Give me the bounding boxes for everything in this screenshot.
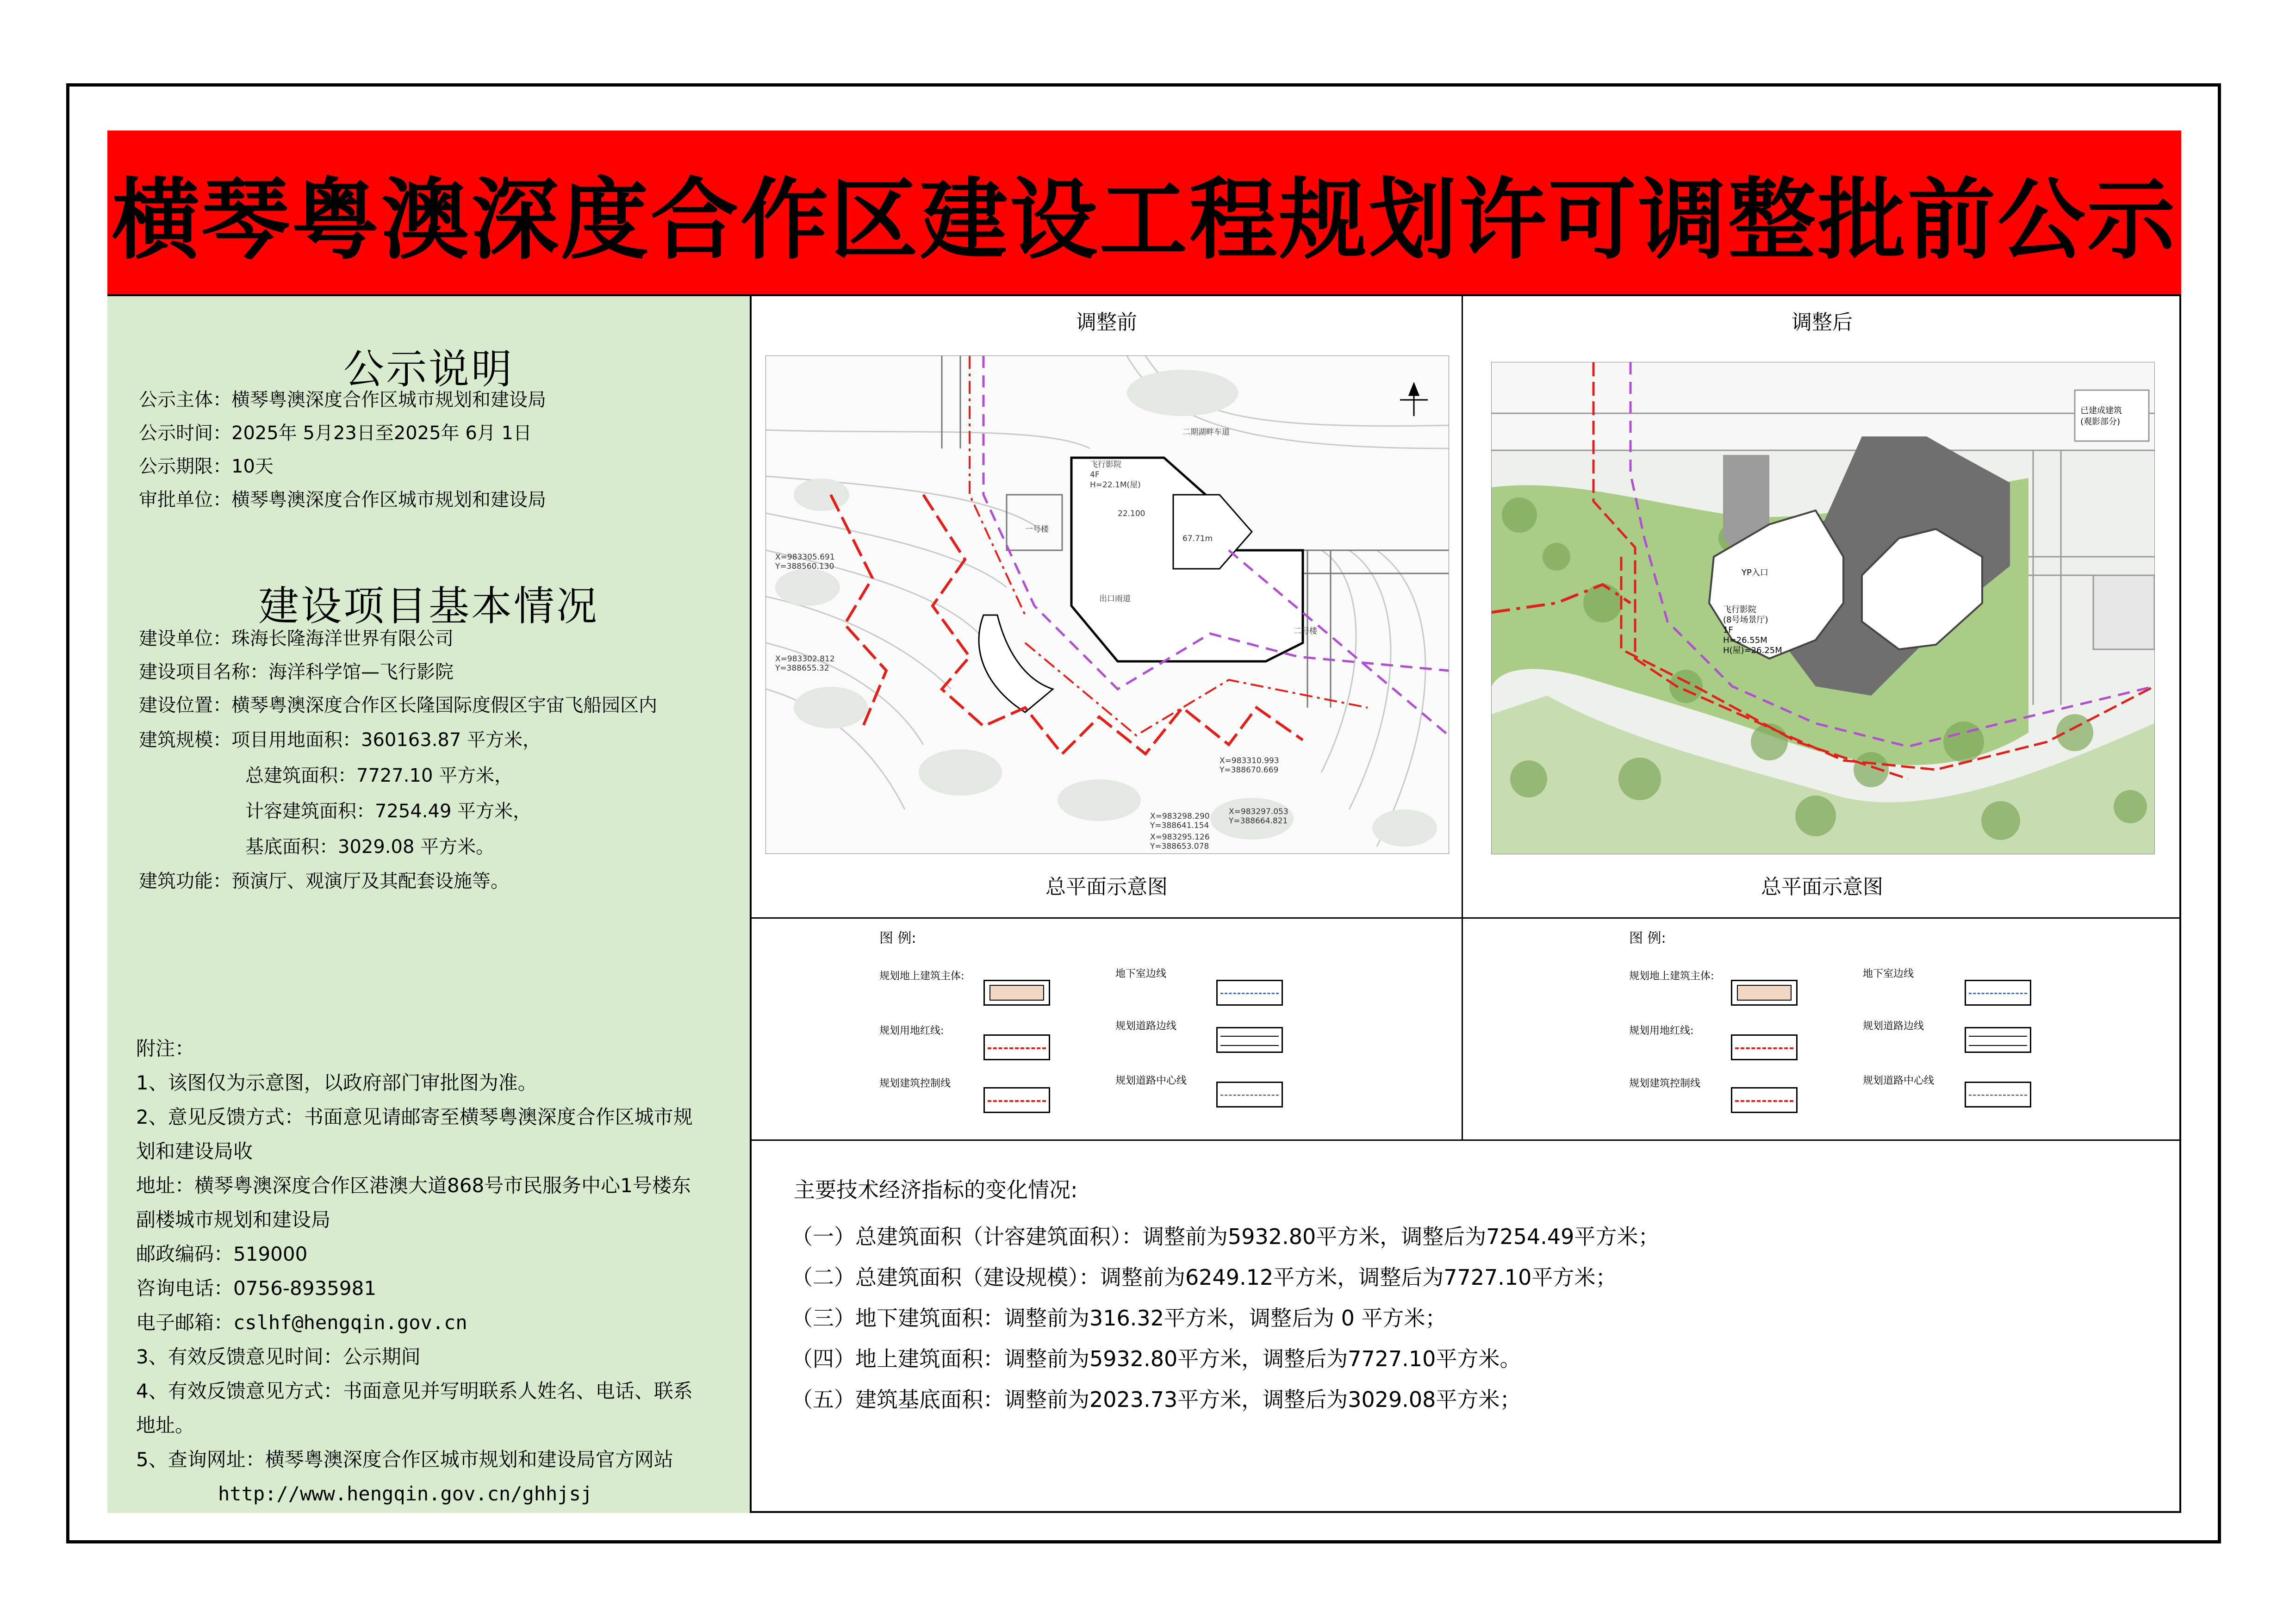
map-label: 出口雨道 bbox=[1099, 594, 1131, 604]
legend-label: 规划道路边线 bbox=[1863, 1020, 1924, 1032]
indicators-heading: 主要技术经济指标的变化情况: bbox=[794, 1177, 1078, 1202]
legend-label: 规划建筑控制线 bbox=[1629, 1078, 1701, 1089]
map-label: X=983310.993 bbox=[1220, 756, 1279, 765]
map-label: H=22.1M(屋) bbox=[1090, 480, 1141, 490]
legend-label: 规划道路中心线 bbox=[1115, 1075, 1187, 1087]
map-label: H(屋)=26.25M bbox=[1723, 646, 1782, 655]
legend-swatch-body bbox=[983, 980, 1050, 1006]
map-label: X=983302.812 bbox=[775, 654, 835, 664]
map-label: Y=388653.078 bbox=[1150, 842, 1209, 851]
horizontal-divider bbox=[752, 1139, 2181, 1141]
map-label: 飞行影院 bbox=[1723, 605, 1756, 615]
page-title: 横琴粤澳深度合作区建设工程规划许可调整批前公示 bbox=[112, 168, 2177, 271]
map-label: (观影部分) bbox=[2080, 417, 2121, 427]
before-legend-title: 图 例: bbox=[879, 930, 916, 946]
before-site-plan bbox=[765, 355, 1449, 854]
indicator-line: （二）总建筑面积（建设规模）：调整前为6249.12平方米，调整后为7727.10平方米； bbox=[791, 1265, 1617, 1290]
after-heading: 调整后 bbox=[1792, 311, 1853, 334]
horizontal-divider bbox=[752, 917, 2181, 919]
legend-label: 规划地上建筑主体: bbox=[879, 971, 964, 982]
project-heading: 建设项目基本情况 bbox=[258, 582, 599, 630]
legend-swatch-gray-dashdot bbox=[1965, 1082, 2031, 1108]
map-label: 4F bbox=[1090, 470, 1100, 479]
map-label: H=26.55M bbox=[1723, 635, 1767, 645]
map-label: Y=388641.154 bbox=[1150, 821, 1209, 830]
after-caption: 总平面示意图 bbox=[1761, 875, 1883, 899]
before-caption: 总平面示意图 bbox=[1045, 875, 1168, 899]
project-row: 基底面积：3029.08 平方米。 bbox=[245, 836, 495, 858]
map-label: 1F bbox=[1723, 625, 1733, 635]
legend-swatch-body bbox=[1731, 980, 1798, 1006]
project-row: 计容建筑面积：7254.49 平方米， bbox=[245, 801, 532, 822]
indicator-line: （三）地下建筑面积：调整前为316.32平方米，调整后为 0 平方米； bbox=[791, 1306, 1447, 1331]
notice-heading: 公示说明 bbox=[343, 345, 514, 393]
indicator-line: （一）总建筑面积（计容建筑面积）：调整前为5932.80平方米，调整后为7254.49平方米； bbox=[791, 1224, 1660, 1249]
note-line: 副楼城市规划和建设局 bbox=[136, 1208, 331, 1231]
map-label: Y=388560.130 bbox=[775, 562, 834, 571]
map-label: YP入口 bbox=[1742, 568, 1768, 578]
legend-label: 规划地上建筑主体: bbox=[1629, 971, 1714, 982]
after-legend-title: 图 例: bbox=[1629, 930, 1666, 946]
indicator-line: （四）地上建筑面积：调整前为5932.80平方米，调整后为7727.10平方米。 bbox=[791, 1346, 1521, 1371]
note-line: 2、意见反馈方式：书面意见请邮寄至横琴粤澳深度合作区城市规 bbox=[136, 1106, 693, 1128]
note-line: 地址：横琴粤澳深度合作区港澳大道868号市民服务中心1号楼东 bbox=[136, 1174, 691, 1197]
map-label: 一号楼 bbox=[1025, 525, 1049, 534]
notes-heading: 附注： bbox=[136, 1037, 195, 1060]
map-label: 已建成建筑 bbox=[2080, 406, 2122, 416]
note-line: http://www.hengqin.gov.cn/ghhjsj bbox=[136, 1482, 593, 1505]
map-label: Y=388670.669 bbox=[1220, 765, 1279, 775]
map-label: Y=388664.821 bbox=[1229, 816, 1288, 826]
note-line: 电子邮箱：cslhf@hengqin.gov.cn bbox=[136, 1311, 467, 1334]
map-label: X=983298.290 bbox=[1150, 812, 1210, 821]
legend-label: 规划用地红线: bbox=[1629, 1025, 1694, 1037]
legend-swatch-red-dashdot bbox=[983, 1034, 1050, 1060]
before-heading: 调整前 bbox=[1076, 311, 1137, 334]
project-row: 建设项目名称：海洋科学馆—飞行影院 bbox=[139, 661, 454, 683]
map-label: X=983295.126 bbox=[1150, 833, 1210, 842]
project-row: 总建筑面积：7727.10 平方米， bbox=[245, 765, 513, 786]
left-panel bbox=[107, 296, 752, 1513]
legend-swatch-blue-dashed bbox=[1965, 980, 2031, 1006]
after-plan-drawing bbox=[1492, 362, 2154, 854]
legend-label: 地下室边线 bbox=[1115, 968, 1167, 980]
note-line: 3、有效反馈意见时间：公示期间 bbox=[136, 1345, 421, 1368]
note-line: 咨询电话：0756-8935981 bbox=[136, 1277, 377, 1300]
legend-label: 规划建筑控制线 bbox=[879, 1078, 951, 1089]
after-site-plan bbox=[1491, 362, 2155, 854]
legend-swatch-gray-dashdot bbox=[1216, 1082, 1283, 1108]
note-line: 1、该图仅为示意图，以政府部门审批图为准。 bbox=[136, 1071, 537, 1094]
map-label: 二号楼 bbox=[1294, 627, 1317, 636]
map-label: 67.71m bbox=[1182, 534, 1213, 543]
notice-row: 审批单位：横琴粤澳深度合作区城市规划和建设局 bbox=[139, 489, 546, 510]
legend-swatch-red-dashed bbox=[983, 1087, 1050, 1113]
map-label: (8号场景厅) bbox=[1723, 615, 1768, 625]
map-label: 22.100 bbox=[1118, 509, 1145, 518]
legend-swatch-red-dashdot bbox=[1731, 1034, 1798, 1060]
legend-label: 规划道路边线 bbox=[1115, 1020, 1177, 1032]
note-line: 4、有效反馈意见方式：书面意见并写明联系人姓名、电话、联系 bbox=[136, 1380, 693, 1402]
legend-label: 规划道路中心线 bbox=[1863, 1075, 1935, 1087]
legend-label: 地下室边线 bbox=[1863, 968, 1914, 980]
legend-swatch-blue-dashed bbox=[1216, 980, 1283, 1006]
note-line: 5、查询网址：横琴粤澳深度合作区城市规划和建设局官方网站 bbox=[136, 1448, 673, 1471]
before-plan-drawing bbox=[766, 356, 1449, 853]
notice-row: 公示时间：2025年 5月23日至2025年 6月 1日 bbox=[139, 423, 532, 444]
vertical-divider bbox=[1462, 296, 1463, 1139]
map-label: X=983297.053 bbox=[1229, 807, 1288, 816]
note-line: 邮政编码：519000 bbox=[136, 1243, 308, 1265]
project-row: 建筑功能：预演厅、观演厅及其配套设施等。 bbox=[139, 871, 509, 892]
map-label: Y=388655.32 bbox=[775, 664, 829, 673]
note-line: 划和建设局收 bbox=[136, 1140, 253, 1163]
map-label: 二期湖畔车道 bbox=[1182, 428, 1230, 437]
note-line: 地址。 bbox=[136, 1414, 195, 1437]
title-banner bbox=[107, 131, 2181, 296]
project-row: 建设单位：珠海长隆海洋世界有限公司 bbox=[139, 628, 454, 649]
project-row: 建设位置：横琴粤澳深度合作区长隆国际度假区宇宙飞船园区内 bbox=[139, 695, 657, 716]
legend-label: 规划用地红线: bbox=[879, 1025, 944, 1037]
project-row: 建筑规模：项目用地面积：360163.87 平方米， bbox=[139, 729, 541, 751]
map-label: 飞行影院 bbox=[1090, 460, 1121, 469]
legend-swatch-double bbox=[1216, 1027, 1283, 1053]
legend-swatch-double bbox=[1965, 1027, 2031, 1053]
notice-row: 公示期限：10天 bbox=[139, 456, 274, 477]
map-label: X=983305.691 bbox=[775, 553, 835, 562]
north-arrow-icon bbox=[1400, 384, 1428, 416]
legend-swatch-red-dashed bbox=[1731, 1087, 1798, 1113]
indicator-line: （五）建筑基底面积：调整前为2023.73平方米，调整后为3029.08平方米； bbox=[791, 1387, 1521, 1412]
notice-row: 公示主体：横琴粤澳深度合作区城市规划和建设局 bbox=[139, 389, 546, 411]
